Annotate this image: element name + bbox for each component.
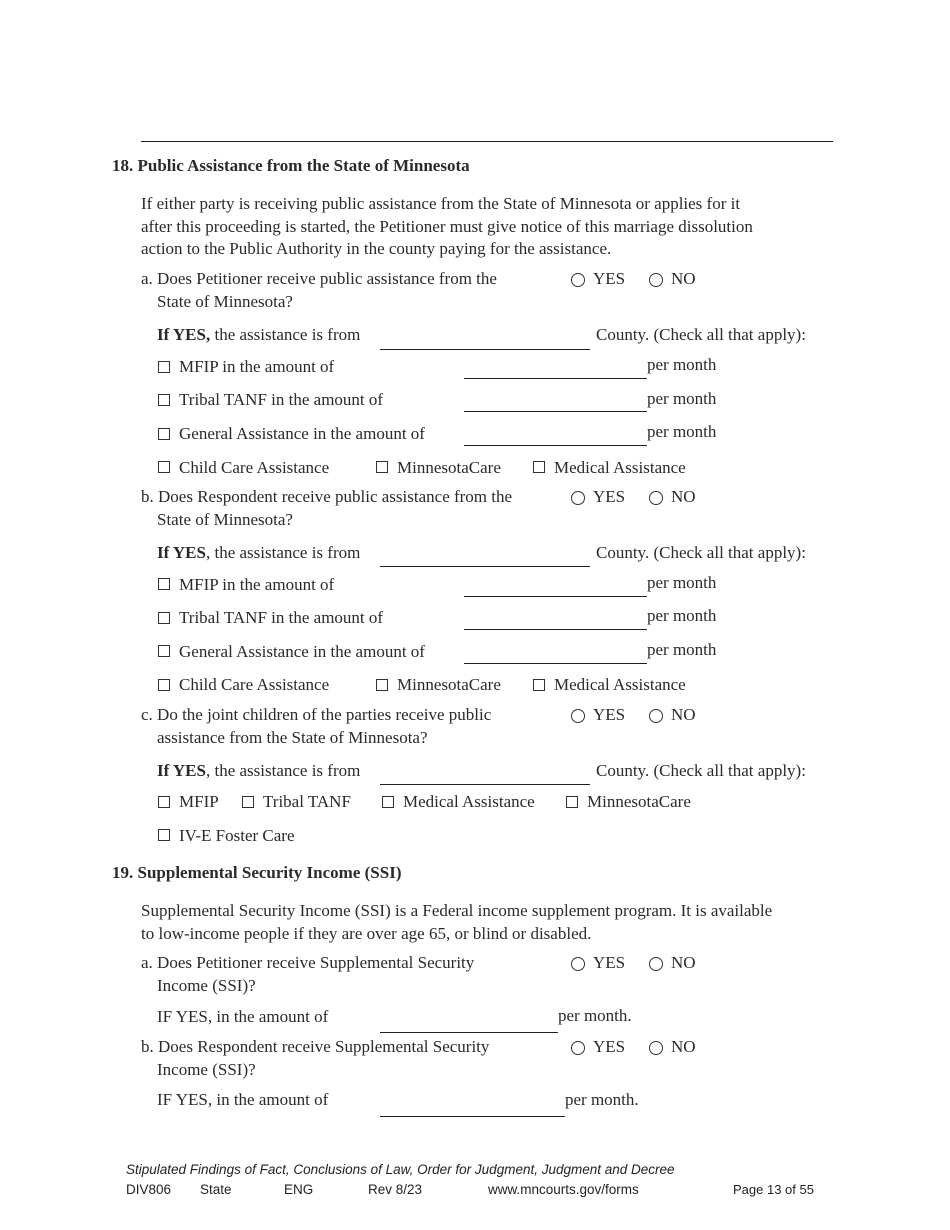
county-18c-field[interactable] <box>380 784 590 785</box>
checkbox-18a-mfip[interactable] <box>158 361 170 373</box>
header-rule <box>141 141 833 142</box>
radio-18b-no[interactable] <box>649 491 663 505</box>
checkbox-18a-general-assistance[interactable] <box>158 428 170 440</box>
question-18a-line2: State of Minnesota? <box>157 292 293 311</box>
radio-18c-no[interactable] <box>649 709 663 723</box>
general-18b-per-month: per month <box>647 640 717 659</box>
radio-18b-yes-label: YES <box>593 487 626 506</box>
ifyes-bold: If YES <box>157 761 206 780</box>
radio-19a-yes[interactable] <box>571 957 585 971</box>
checkbox-18c-medical[interactable] <box>382 796 394 808</box>
footer-lang: ENG <box>284 1182 314 1197</box>
checkbox-18a-minnesotacare[interactable] <box>376 461 388 473</box>
mncare-18a-label: MinnesotaCare <box>397 458 501 477</box>
county-18a-label: County. (Check all that apply): <box>596 325 806 344</box>
foster-18c-label: IV-E Foster Care <box>179 826 295 845</box>
radio-18c-yes-label: YES <box>593 705 626 724</box>
question-19b-line2: Income (SSI)? <box>157 1060 256 1079</box>
section-18-intro <box>141 193 753 261</box>
checkbox-18a-tribal-tanf[interactable] <box>158 394 170 406</box>
general-18a-label: General Assistance in the amount of <box>179 424 425 443</box>
mfip-18a-label: MFIP in the amount of <box>179 357 335 376</box>
checkbox-18b-medical[interactable] <box>533 679 545 691</box>
intro-line: If either party is receiving public assistance from the State of Minnesota or applies for it <box>141 194 741 213</box>
ifyes-rest: , the assistance is from <box>205 761 361 780</box>
footer-rev: Rev 8/23 <box>368 1182 423 1197</box>
question-18c-line1: c. Do the joint children of the parties receive public <box>141 705 492 724</box>
tribal-18b-per-month: per month <box>647 606 717 625</box>
section-19-intro <box>141 900 772 945</box>
general-18b-label: General Assistance in the amount of <box>179 642 425 661</box>
section-19-heading: 19. Supplemental Security Income (SSI) <box>112 863 402 882</box>
radio-19a-no[interactable] <box>649 957 663 971</box>
tribal-18a-per-month: per month <box>647 389 717 408</box>
medical-18a-label: Medical Assistance <box>554 458 686 477</box>
tribal-18b-amount-field[interactable] <box>464 629 647 630</box>
checkbox-18b-minnesotacare[interactable] <box>376 679 388 691</box>
childcare-18a-label: Child Care Assistance <box>179 458 330 477</box>
checkbox-18c-mfip[interactable] <box>158 796 170 808</box>
ifyes-18c-label <box>157 760 360 782</box>
radio-18c-yes[interactable] <box>571 709 585 723</box>
tribal-18c-label: Tribal TANF <box>263 792 351 811</box>
checkbox-18c-tribal-tanf[interactable] <box>242 796 254 808</box>
mncare-18b-label: MinnesotaCare <box>397 675 501 694</box>
ifyes-19b-label: IF YES, in the amount of <box>157 1090 329 1109</box>
intro-line: to low-income people if they are over age 65, or blind or disabled. <box>141 923 592 943</box>
amount-19a-field[interactable] <box>380 1032 558 1033</box>
mfip-18b-label: MFIP in the amount of <box>179 575 335 594</box>
radio-19a-no-label: NO <box>671 953 696 972</box>
footer-state: State <box>200 1182 232 1197</box>
checkbox-18c-foster-care[interactable] <box>158 829 170 841</box>
tribal-18a-label: Tribal TANF in the amount of <box>179 390 384 409</box>
checkbox-18b-child-care[interactable] <box>158 679 170 691</box>
tribal-18b-label: Tribal TANF in the amount of <box>179 608 384 627</box>
ifyes-18a-label <box>157 324 360 346</box>
footer-title: Stipulated Findings of Fact, Conclusions of Law, Order for Judgment, Judgment and Decree <box>126 1162 675 1177</box>
checkbox-18a-medical[interactable] <box>533 461 545 473</box>
childcare-18b-label: Child Care Assistance <box>179 675 330 694</box>
general-18b-amount-field[interactable] <box>464 663 647 664</box>
per-month-19b: per month. <box>565 1090 639 1109</box>
intro-line: action to the Public Authority in the county paying for the assistance. <box>141 239 612 258</box>
county-18b-label: County. (Check all that apply): <box>596 543 806 562</box>
mfip-18a-per-month: per month <box>647 355 717 374</box>
tribal-18a-amount-field[interactable] <box>464 411 647 412</box>
footer-page-number: Page 13 of 55 <box>733 1182 814 1197</box>
mncare-18c-label: MinnesotaCare <box>587 792 691 811</box>
county-18c-label: County. (Check all that apply): <box>596 761 806 780</box>
medical-18b-label: Medical Assistance <box>554 675 686 694</box>
radio-18a-yes[interactable] <box>571 273 585 287</box>
amount-19b-field[interactable] <box>380 1116 565 1117</box>
checkbox-18b-mfip[interactable] <box>158 578 170 590</box>
radio-19b-yes-label: YES <box>593 1037 626 1056</box>
ifyes-bold: If YES <box>157 543 206 562</box>
per-month-19a: per month. <box>558 1006 632 1025</box>
checkbox-18b-general-assistance[interactable] <box>158 645 170 657</box>
mfip-18b-amount-field[interactable] <box>464 596 647 597</box>
general-18a-per-month: per month <box>647 422 717 441</box>
radio-18a-no-label: NO <box>671 269 696 288</box>
section-18-heading: 18. Public Assistance from the State of Minnesota <box>112 156 470 175</box>
radio-18a-no[interactable] <box>649 273 663 287</box>
question-19b-line1: b. Does Respondent receive Supplemental Security <box>141 1037 490 1056</box>
county-18b-field[interactable] <box>380 566 590 567</box>
medical-18c-label: Medical Assistance <box>403 792 535 811</box>
radio-19b-yes[interactable] <box>571 1041 585 1055</box>
question-19a-line2: Income (SSI)? <box>157 976 256 995</box>
question-18b-line1: b. Does Respondent receive public assistance from the <box>141 487 513 506</box>
question-18a-line1: a. Does Petitioner receive public assistance from the <box>141 269 497 288</box>
mfip-18a-amount-field[interactable] <box>464 378 647 379</box>
ifyes-rest: , the assistance is from <box>205 543 361 562</box>
intro-line: Supplemental Security Income (SSI) is a Federal income supplement program. It is available <box>141 901 773 920</box>
question-19a-line1: a. Does Petitioner receive Supplemental Security <box>141 953 475 972</box>
intro-line: after this proceeding is started, the Petitioner must give notice of this marriage dissolution <box>141 216 753 236</box>
ifyes-bold: If YES, <box>157 325 211 344</box>
county-18a-field[interactable] <box>380 349 590 350</box>
checkbox-18b-tribal-tanf[interactable] <box>158 612 170 624</box>
radio-18c-no-label: NO <box>671 705 696 724</box>
radio-19a-yes-label: YES <box>593 953 626 972</box>
ifyes-rest: the assistance is from <box>210 325 361 344</box>
radio-18a-yes-label: YES <box>593 269 626 288</box>
ifyes-18b-label <box>157 542 360 564</box>
radio-19b-no-label: NO <box>671 1037 696 1056</box>
mfip-18b-per-month: per month <box>647 573 717 592</box>
mfip-18c-label: MFIP <box>179 792 219 811</box>
footer-url[interactable]: www.mncourts.gov/forms <box>488 1182 639 1197</box>
question-18b-line2: State of Minnesota? <box>157 510 293 529</box>
radio-18b-no-label: NO <box>671 487 696 506</box>
general-18a-amount-field[interactable] <box>464 445 647 446</box>
checkbox-18a-child-care[interactable] <box>158 461 170 473</box>
radio-19b-no[interactable] <box>649 1041 663 1055</box>
ifyes-19a-label: IF YES, in the amount of <box>157 1007 329 1026</box>
question-18c-line2: assistance from the State of Minnesota? <box>157 728 428 747</box>
checkbox-18c-minnesotacare[interactable] <box>566 796 578 808</box>
radio-18b-yes[interactable] <box>571 491 585 505</box>
footer-code: DIV806 <box>126 1182 172 1197</box>
